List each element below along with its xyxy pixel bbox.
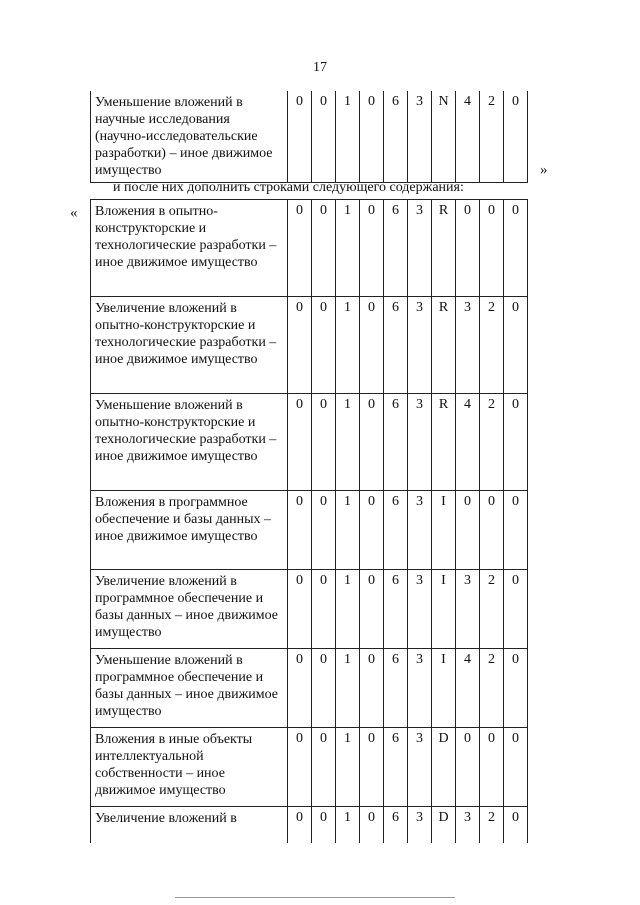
code-digit: 3 [408, 394, 432, 491]
opening-quote: « [70, 205, 78, 221]
code-digit: 4 [456, 394, 480, 491]
table-row [91, 394, 528, 491]
table-row [91, 807, 528, 844]
code-digit: 2 [480, 91, 504, 183]
code-digit: 0 [504, 807, 528, 844]
code-digit: 3 [408, 297, 432, 394]
code-digit: 0 [288, 807, 312, 844]
code-digit: 1 [336, 807, 360, 844]
code-digit: 0 [288, 728, 312, 807]
bottom-rule-divider [175, 897, 455, 898]
code-digit: 0 [480, 728, 504, 807]
code-digit: I [432, 649, 456, 728]
code-digit: 6 [384, 491, 408, 570]
code-digit: 1 [336, 649, 360, 728]
code-digit: D [432, 807, 456, 844]
code-digit: 0 [312, 491, 336, 570]
table-row [91, 649, 528, 728]
code-digit: 0 [504, 570, 528, 649]
code-digit: 0 [360, 649, 384, 728]
code-digit: 0 [360, 570, 384, 649]
code-digit: 0 [360, 91, 384, 183]
code-digit: 3 [408, 728, 432, 807]
code-digit: 6 [384, 297, 408, 394]
row-label: Вложения в программное обеспечение и базы данных – иное движимое имущество [91, 491, 288, 570]
code-digit: 6 [384, 807, 408, 844]
code-digit: 1 [336, 570, 360, 649]
code-digit: 0 [504, 91, 528, 183]
main-code-table [90, 199, 528, 843]
code-digit: 2 [480, 570, 504, 649]
code-digit: 3 [408, 91, 432, 183]
row-label: Уменьшение вложений в научные исследования (научно-исследовательские разработки) – иное движимое имущество [91, 91, 288, 183]
code-digit: 0 [504, 200, 528, 297]
table-row [91, 491, 528, 570]
code-digit: 3 [456, 297, 480, 394]
code-digit: 3 [456, 570, 480, 649]
row-label: Увеличение вложений в программное обеспечение и базы данных – иное движимое имущество [91, 570, 288, 649]
code-digit: 0 [504, 297, 528, 394]
closing-quote: » [540, 162, 548, 178]
code-digit: 2 [480, 649, 504, 728]
row-label: Увеличение вложений в [91, 807, 288, 844]
code-digit: 3 [408, 200, 432, 297]
table-row [91, 200, 528, 297]
code-digit: 0 [312, 297, 336, 394]
code-digit: 0 [288, 394, 312, 491]
code-digit: I [432, 491, 456, 570]
code-digit: 3 [408, 570, 432, 649]
code-digit: 0 [312, 807, 336, 844]
code-digit: 3 [408, 649, 432, 728]
code-digit: 1 [336, 200, 360, 297]
code-digit: 1 [336, 297, 360, 394]
code-digit: 0 [360, 728, 384, 807]
code-digit: 4 [456, 649, 480, 728]
code-digit: 2 [480, 394, 504, 491]
code-digit: R [432, 200, 456, 297]
row-label: Уменьшение вложений в программное обеспечение и базы данных – иное движимое имущество [91, 649, 288, 728]
row-label: Уменьшение вложений в опытно-конструкторские и технологические разработки – иное движимое имущество [91, 394, 288, 491]
code-digit: 6 [384, 570, 408, 649]
code-digit: 0 [312, 394, 336, 491]
code-digit: 6 [384, 649, 408, 728]
code-digit: 0 [312, 570, 336, 649]
code-digit: 0 [360, 394, 384, 491]
code-digit: 0 [312, 91, 336, 183]
top-code-table [90, 91, 528, 183]
code-digit: 0 [312, 200, 336, 297]
code-digit: 6 [384, 728, 408, 807]
code-digit: R [432, 394, 456, 491]
code-digit: 0 [288, 200, 312, 297]
code-digit: 0 [480, 200, 504, 297]
code-digit: R [432, 297, 456, 394]
code-digit: 0 [456, 728, 480, 807]
code-digit: D [432, 728, 456, 807]
table-row [91, 297, 528, 394]
code-digit: 0 [456, 491, 480, 570]
table-row [91, 91, 528, 183]
code-digit: 0 [504, 491, 528, 570]
row-label: Вложения в иные объекты интеллектуальной собственности – иное движимое имущество [91, 728, 288, 807]
code-digit: N [432, 91, 456, 183]
code-digit: 0 [312, 728, 336, 807]
code-digit: 0 [288, 297, 312, 394]
code-digit: 0 [360, 807, 384, 844]
page-number: 17 [313, 60, 327, 75]
code-digit: 0 [504, 649, 528, 728]
code-digit: 3 [408, 807, 432, 844]
code-digit: 0 [504, 728, 528, 807]
code-digit: 0 [456, 200, 480, 297]
code-digit: 0 [360, 297, 384, 394]
code-digit: 0 [360, 491, 384, 570]
instruction-text: и после них дополнить строками следующего содержания: [113, 180, 464, 195]
code-digit: 0 [288, 570, 312, 649]
code-digit: 6 [384, 91, 408, 183]
code-digit: 6 [384, 200, 408, 297]
code-digit: 3 [456, 807, 480, 844]
code-digit: 0 [288, 491, 312, 570]
code-digit: 0 [360, 200, 384, 297]
code-digit: 0 [288, 91, 312, 183]
code-digit: 0 [312, 649, 336, 728]
code-digit: I [432, 570, 456, 649]
code-digit: 0 [504, 394, 528, 491]
code-digit: 1 [336, 491, 360, 570]
code-digit: 2 [480, 807, 504, 844]
table-row [91, 570, 528, 649]
table-row [91, 728, 528, 807]
code-digit: 6 [384, 394, 408, 491]
code-digit: 1 [336, 91, 360, 183]
code-digit: 0 [288, 649, 312, 728]
code-digit: 2 [480, 297, 504, 394]
code-digit: 1 [336, 728, 360, 807]
row-label: Вложения в опытно-конструкторские и технологические разработки – иное движимое имущество [91, 200, 288, 297]
code-digit: 3 [408, 491, 432, 570]
code-digit: 4 [456, 91, 480, 183]
code-digit: 0 [480, 491, 504, 570]
row-label: Увеличение вложений в опытно-конструкторские и технологические разработки – иное движимое имущество [91, 297, 288, 394]
code-digit: 1 [336, 394, 360, 491]
